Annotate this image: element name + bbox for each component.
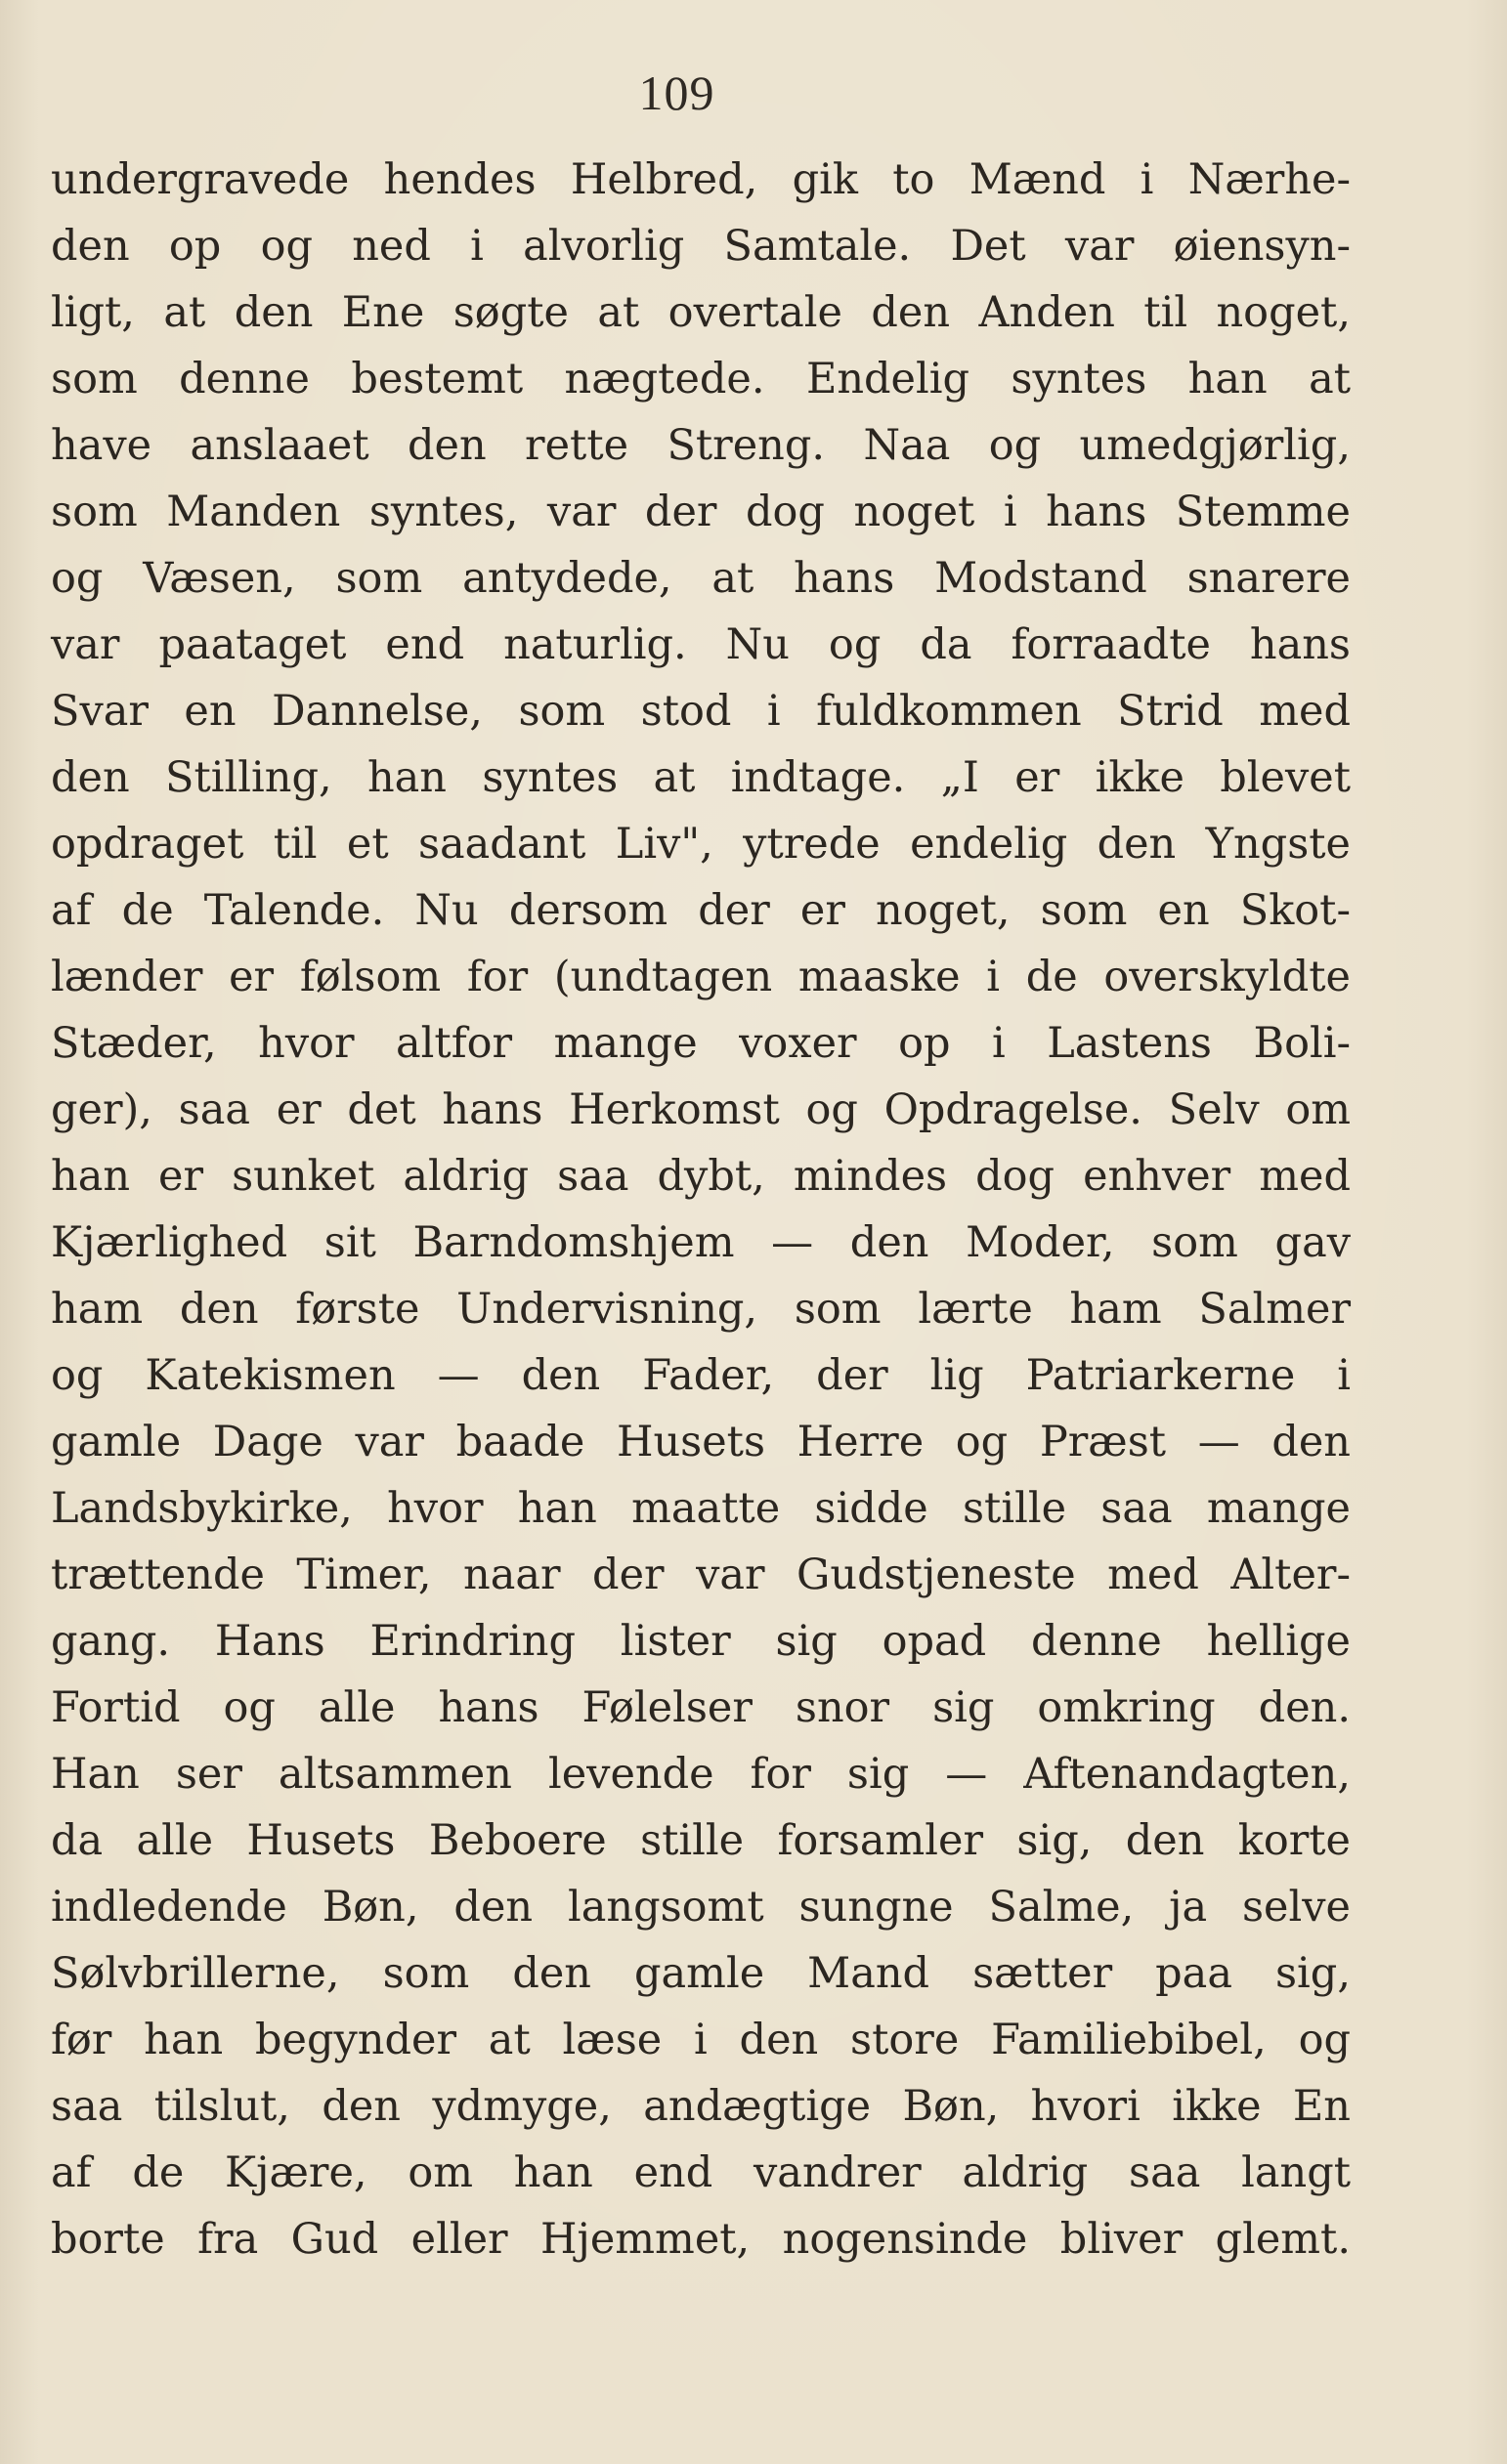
text-line: var paataget end naturlig. Nu og da forraadte hans [51, 620, 1351, 669]
text-line: borte fra Gud eller Hjemmet, nogensinde bliver glemt. [51, 2215, 1351, 2264]
text-line: ger), saa er det hans Herkomst og Opdragelse. Selv om [51, 1085, 1351, 1134]
text-line: trættende Timer, naar der var Gudstjeneste med Alter- [51, 1551, 1351, 1599]
text-line: den Stilling, han syntes at indtage. „I er ikke blevet [51, 753, 1351, 802]
text-line: undergravede hendes Helbred, gik to Mænd i Nærhe- [51, 155, 1351, 204]
text-line: af de Talende. Nu dersom der er noget, som en Skot- [51, 886, 1351, 935]
body-text [51, 147, 1351, 2273]
text-line: og Væsen, som antydede, at hans Modstand snarere [51, 554, 1351, 603]
text-line: da alle Husets Beboere stille forsamler sig, den korte [51, 1816, 1351, 1865]
text-line: ham den første Undervisning, som lærte ham Salmer [51, 1285, 1351, 1334]
text-line: Sølvbrillerne, som den gamle Mand sætter paa sig, [51, 1949, 1351, 1998]
text-line: han er sunket aldrig saa dybt, mindes dog enhver med [51, 1152, 1351, 1201]
text-line: indledende Bøn, den langsomt sungne Salme, ja selve [51, 1883, 1351, 1932]
text-line: Han ser altsammen levende for sig — Aftenandagten, [51, 1750, 1351, 1799]
text-line: have anslaaet den rette Streng. Naa og umedgjørlig, [51, 421, 1351, 470]
text-line: opdraget til et saadant Liv", ytrede endelig den Yngste [51, 820, 1351, 869]
text-line: Svar en Dannelse, som stod i fuldkommen Strid med [51, 687, 1351, 736]
text-line: Stæder, hvor altfor mange voxer op i Lastens Boli- [51, 1019, 1351, 1068]
text-line: og Katekismen — den Fader, der lig Patriarkerne i [51, 1351, 1351, 1400]
text-line: saa tilslut, den ydmyge, andægtige Bøn, hvori ikke En [51, 2082, 1351, 2131]
text-line: ligt, at den Ene søgte at overtale den Anden til noget, [51, 288, 1351, 337]
text-line: Landsbykirke, hvor han maatte sidde stille saa mange [51, 1484, 1351, 1533]
text-line: som denne bestemt nægtede. Endelig syntes han at [51, 355, 1351, 404]
page-number: 109 [638, 65, 715, 120]
text-line: gang. Hans Erindring lister sig opad denne hellige [51, 1617, 1351, 1666]
text-line: Fortid og alle hans Følelser snor sig omkring den. [51, 1683, 1351, 1732]
text-line: lænder er følsom for (undtagen maaske i de overskyldte [51, 953, 1351, 1001]
text-line: som Manden syntes, var der dog noget i hans Stemme [51, 488, 1351, 536]
text-line: gamle Dage var baade Husets Herre og Præst — den [51, 1418, 1351, 1466]
text-line: den op og ned i alvorlig Samtale. Det var øiensyn- [51, 222, 1351, 271]
text-line: Kjærlighed sit Barndomshjem — den Moder, som gav [51, 1218, 1351, 1267]
text-line: før han begynder at læse i den store Familiebibel, og [51, 2016, 1351, 2064]
text-line: af de Kjære, om han end vandrer aldrig saa langt [51, 2148, 1351, 2197]
